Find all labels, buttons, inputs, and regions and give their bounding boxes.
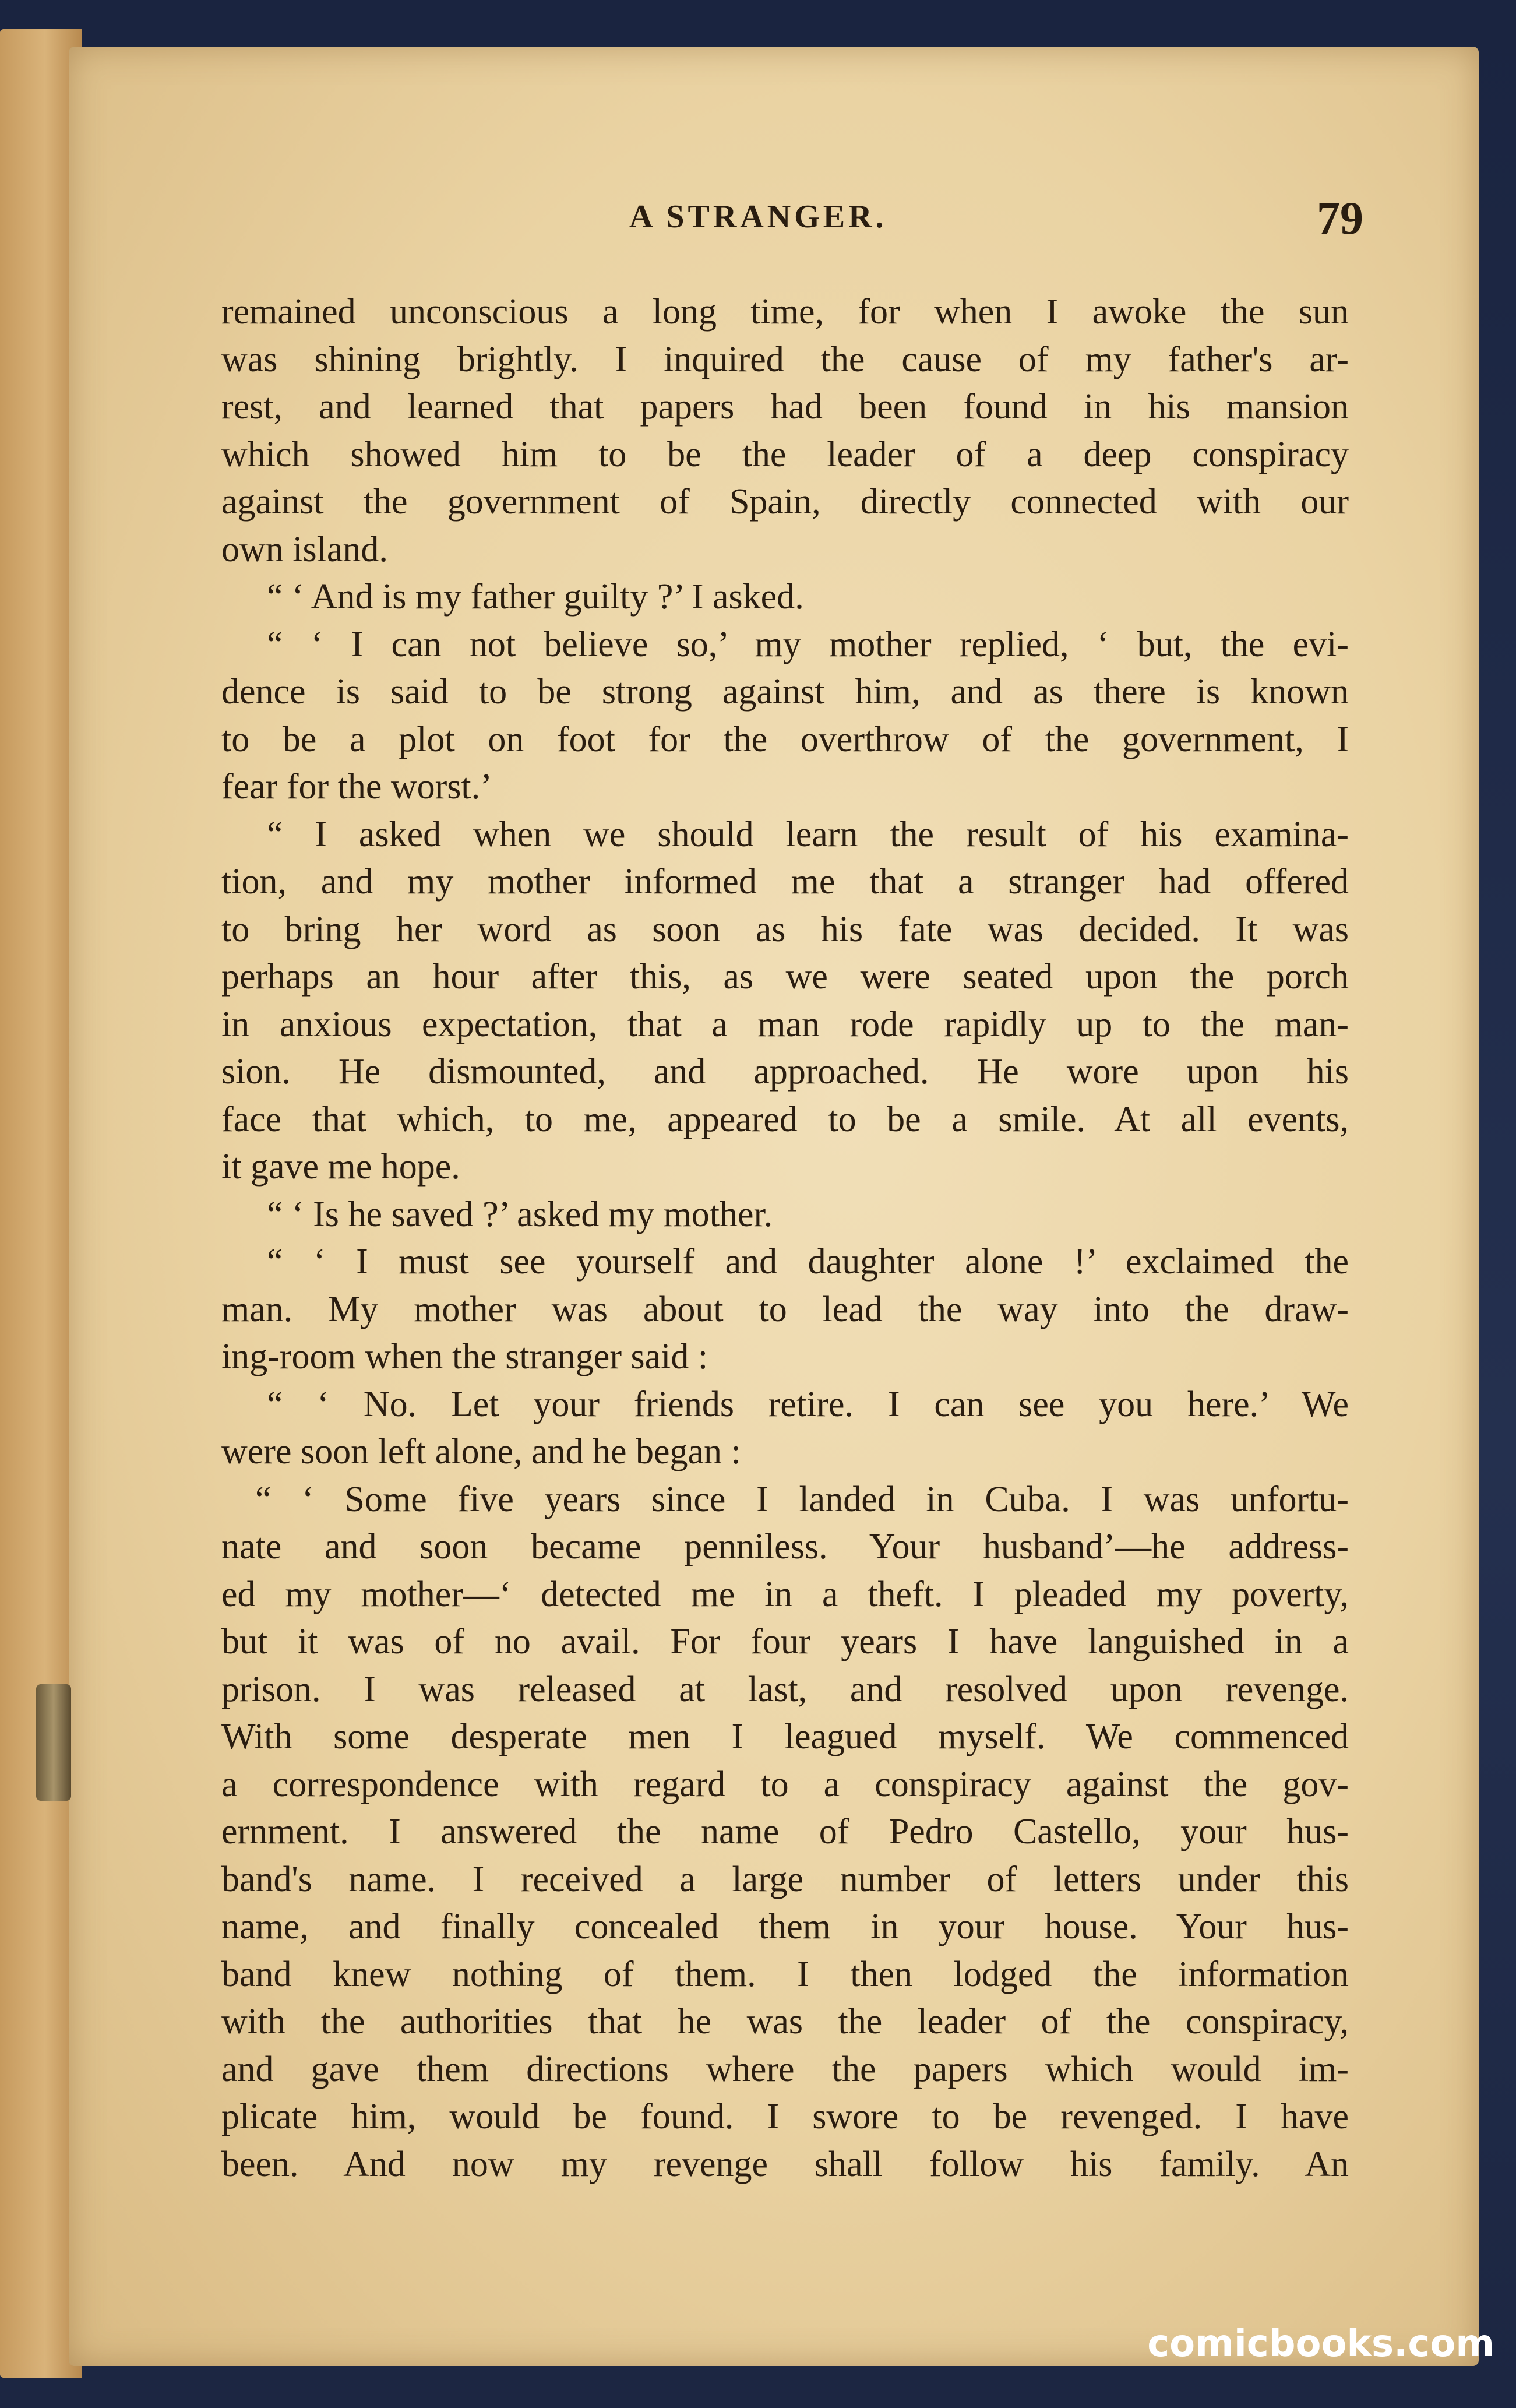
- text-line: own island.: [221, 529, 388, 569]
- text-line: “ I asked when we should learn the result of his examina-: [267, 814, 1349, 854]
- text-line: ing-room when the stranger said :: [221, 1337, 708, 1376]
- text-line: to bring her word as soon as his fate was decided. It was: [221, 909, 1349, 949]
- page-number: 79: [1317, 193, 1363, 244]
- text-line: prison. I was released at last, and resolved upon revenge.: [221, 1669, 1349, 1709]
- text-line: but it was of no avail. For four years I have languished in a: [221, 1622, 1349, 1661]
- text-line: “ ‘ Is he saved ?’ asked my mother.: [267, 1194, 773, 1234]
- text-line: in anxious expectation, that a man rode rapidly up to the man-: [221, 1004, 1349, 1044]
- text-line: With some desperate men I leagued myself. We commenced: [221, 1717, 1349, 1756]
- text-line: “ ‘ Some five years since I landed in Cuba. I was unfortu-: [255, 1479, 1349, 1519]
- text-line: man. My mother was about to lead the way into the draw-: [221, 1289, 1349, 1329]
- text-line: remained unconscious a long time, for when I awoke the sun: [221, 292, 1349, 332]
- text-line: against the government of Spain, directly connected with our: [221, 482, 1349, 522]
- text-line: plicate him, would be found. I swore to be revenged. I have: [221, 2097, 1349, 2136]
- text-line: was shining brightly. I inquired the cause of my father's ar-: [221, 339, 1349, 379]
- text-line: band knew nothing of them. I then lodged the information: [221, 1954, 1349, 1994]
- text-line: with the authorities that he was the leader of the conspiracy,: [221, 2002, 1349, 2041]
- running-head: [221, 192, 1363, 256]
- text-line: “ ‘ No. Let your friends retire. I can see you here.’ We: [267, 1384, 1349, 1424]
- text-line: it gave me hope.: [221, 1147, 460, 1187]
- text-line: “ ‘ I must see yourself and daughter alone !’ exclaimed the: [267, 1242, 1349, 1282]
- text-line: tion, and my mother informed me that a stranger had offered: [221, 862, 1349, 902]
- text-line: to be a plot on foot for the overthrow of the government, I: [221, 719, 1349, 759]
- text-line: dence is said to be strong against him, and as there is known: [221, 672, 1349, 712]
- text-line: ed my mother—‘ detected me in a theft. I pleaded my poverty,: [221, 1574, 1349, 1614]
- text-line: “ ‘ And is my father guilty ?’ I asked.: [267, 577, 804, 617]
- text-line: were soon left alone, and he began :: [221, 1432, 741, 1471]
- watermark: comicbooks.com: [1147, 2322, 1494, 2365]
- running-head-title: A STRANGER.: [629, 199, 887, 235]
- text-line: been. And now my revenge shall follow his family. An: [221, 2144, 1349, 2184]
- text-line: rest, and learned that papers had been found in his mansion: [221, 387, 1349, 427]
- text-line: perhaps an hour after this, as we were seated upon the porch: [221, 957, 1349, 997]
- text-line: band's name. I received a large number of letters under this: [221, 1859, 1349, 1899]
- text-line: a correspondence with regard to a conspiracy against the gov-: [221, 1764, 1349, 1804]
- binding-clip: [36, 1684, 71, 1801]
- text-line: face that which, to me, appeared to be a smile. At all events,: [221, 1099, 1349, 1139]
- body-text: [221, 288, 1349, 2188]
- text-line: fear for the worst.’: [221, 767, 492, 807]
- text-line: which showed him to be the leader of a deep conspiracy: [221, 434, 1349, 474]
- text-line: ernment. I answered the name of Pedro Castello, your hus-: [221, 1812, 1349, 1851]
- text-line: nate and soon became penniless. Your husband’—he address-: [221, 1527, 1349, 1566]
- text-line: “ ‘ I can not believe so,’ my mother replied, ‘ but, the evi-: [267, 624, 1349, 664]
- text-line: name, and finally concealed them in your house. Your hus-: [221, 1907, 1349, 1946]
- text-line: and gave them directions where the papers which would im-: [221, 2049, 1349, 2089]
- text-line: sion. He dismounted, and approached. He wore upon his: [221, 1052, 1349, 1092]
